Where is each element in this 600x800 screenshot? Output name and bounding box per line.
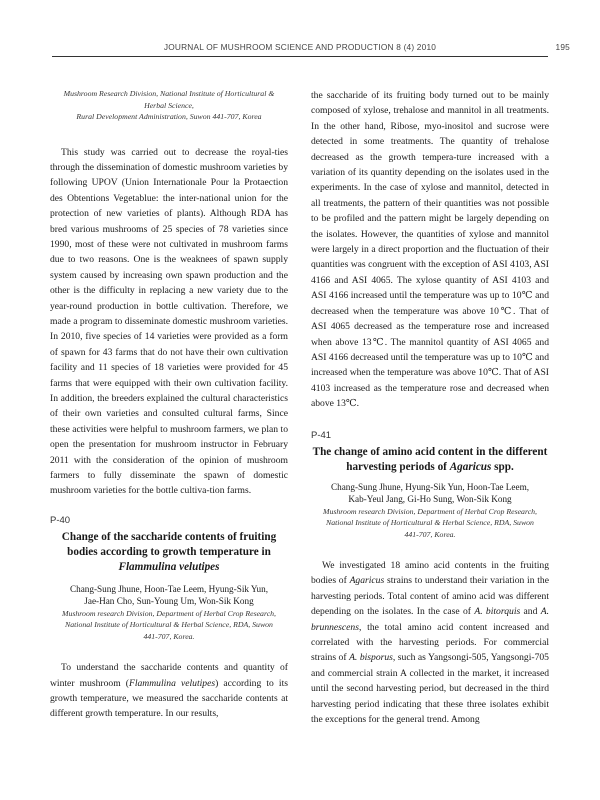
abstract-p40-continued: the saccharide of its fruiting body turned out to be mainly composed of xylose, trehalose and mannitol in all treatments. In the other hand, Ribose, myo-inositol and sucrose were detected in some treatments. The quantity of trehalose decreased as the growth tempera-ture increased with a variation of its quantity depending on the isolates used in the experiments. In the case of xylose and mannitol, detected in all treatments, the pattern of their quantities was not possible to be profiled and the pattern might be largely depending on the isolates. However, the quantities of xylose and mannitol were largely in a direct proportion and the fluctuation of their quantities was congruent with the exception of ASI 4103, ASI 4166 and ASI 4065. The xylose quantity of ASI 4103 and ASI 4166 increased until the temperature was up to 10℃ and decreased when the temperature was above 10℃. That of ASI 4065 decreased as the temperature rose and increased when above 13℃. The mannitol quantity of ASI 4065 and ASI 4166 decreased until the temperature was up to 10℃ and increased when the temperature was above 10℃. That of ASI 4103 increased as the temperature rose and decreased when above 13℃. bbox=[311, 90, 549, 410]
abstract-text: ) according to its growth temperature, we measured the saccharide contents at different growth temperature. In our results, bbox=[50, 677, 288, 720]
abstract-title-species: Flammulina velutipes bbox=[118, 560, 220, 573]
abstract-text: , such as Yangsongi-505, Yangsongi-705 and commercial strain A collected in the market, it increased until the second harvesting period, but decreased in the third harvesting period indicating that these three isolates exhibit the exceptions for the general trend. Among bbox=[311, 652, 549, 726]
author-line: Chang-Sung Jhune, Hoon-Tae Leem, Hyung-Sik Yun, bbox=[69, 583, 269, 594]
species-name: Flammulina velutipes bbox=[128, 677, 216, 689]
species-name: A. bitorquis bbox=[474, 606, 521, 618]
affiliation-line: Rural Development Administration, Suwon 441-707, Korea bbox=[76, 112, 262, 121]
abstract-title-suffix: spp. bbox=[494, 460, 514, 473]
species-name: A. bisporus bbox=[349, 652, 393, 664]
journal-title: JOURNAL OF MUSHROOM SCIENCE AND PRODUCTION 8 (4) 2010 bbox=[163, 42, 437, 52]
abstract-title bbox=[311, 445, 549, 475]
abstract-title-text: The change of amino acid content in the different harvesting periods of bbox=[312, 445, 548, 473]
abstract-title-species: Agaricus bbox=[449, 460, 492, 473]
abstract-text: We investigated 18 amino acid contents in the fruiting bodies of bbox=[311, 560, 549, 587]
abstract-text: and bbox=[520, 606, 541, 618]
affiliation-line: 441-707, Korea. bbox=[143, 631, 195, 641]
abstract-text: , the total amino acid content increased and correlated with the harvesting periods. For commercial strains of bbox=[311, 621, 549, 664]
author-line: Jae-Han Cho, Sun-Young Um, Won-Sik Kong bbox=[84, 596, 254, 607]
author-line: Chang-Sung Jhune, Hyung-Sik Yun, Hoon-Tae Leem, bbox=[330, 481, 530, 492]
abstract-body bbox=[311, 558, 549, 727]
abstract-body-start bbox=[50, 660, 288, 722]
page-number: 195 bbox=[555, 42, 570, 52]
affiliation-line: National Institute of Horticultural & Herbal Science, RDA, Suwon bbox=[65, 620, 273, 630]
abstract-title-text: Change of the saccharide contents of fruiting bodies according to growth temperature in bbox=[61, 531, 277, 559]
abstract-p40 bbox=[50, 513, 288, 722]
author-line: Kab-Yeul Jang, Gi-Ho Sung, Won-Sik Kong bbox=[348, 494, 512, 505]
affiliation-line: Mushroom research Division, Department of Herbal Crop Research, bbox=[322, 506, 538, 516]
previous-abstract-body: This study was carried out to decrease the royal-ties through the dissemination of domestic mushroom varieties by following UPOV (Union Internationale Pour la Protaection des Obtentions Vegetablue: the inter-national union for the protection of new varieties of plants). Although RDA has bred various mushrooms of 25 species of 78 varieties since 1990, most of these were not cultivated in mushroom farms due to two reasons. One is the weaknees of spawn supply system caused by increasing own spawn production and the other is the difficulty in replacing a new variety due to the year-round production in bottle cultivation. Therefore, we made a program to disseminate domestic mushroom varieties. In 2010, five species of 14 varieties were provided as a form of spawn for 43 farms that do not have their own cultivation facility and 11 species of 18 varieties were provided for 45 farms that were equipped with their own cultivation facility. In addition, the breeders explained the cultural characteristics of their own varieties and consulted cultural farms, Since these activities were helpful to mushroom farmers, we plan to open the presentation for mushroom instructor in February 2011 with the consideration of the opinion of mushroom farmers to fully disseminate the spawn of domestic mushroom varieties for the bottle cultiva-tion farms. bbox=[50, 146, 288, 497]
species-name: A. brunnescens bbox=[311, 606, 549, 633]
previous-abstract-affiliation bbox=[50, 88, 288, 123]
affiliation-line: Mushroom Research Division, National Institute of Horticultural & bbox=[63, 89, 275, 98]
abstract-id: P-41 bbox=[311, 429, 332, 441]
affiliation-line: 441-707, Korea. bbox=[404, 529, 456, 539]
species-name: Agaricus bbox=[349, 575, 385, 587]
abstract-affiliation bbox=[311, 506, 549, 541]
abstract-text: strains to understand their variation in the harvesting periods. Total content of amino acid was different depending on the isolates. In the case of bbox=[311, 575, 549, 618]
affiliation-line: Mushroom research Division, Department of Herbal Crop Research, bbox=[61, 608, 277, 618]
abstract-text: To understand the saccharide contents and quantity of winter mushroom ( bbox=[50, 662, 288, 689]
page-header bbox=[30, 42, 570, 56]
abstract-title bbox=[50, 530, 288, 574]
header-rule bbox=[52, 56, 548, 57]
right-column bbox=[311, 88, 549, 728]
abstract-affiliation bbox=[50, 608, 288, 643]
left-column bbox=[50, 88, 288, 722]
affiliation-line: National Institute of Horticultural & Herbal Science, RDA, Suwon bbox=[326, 518, 534, 528]
abstract-id: P-40 bbox=[50, 514, 71, 526]
affiliation-line: Herbal Science, bbox=[144, 100, 194, 110]
abstract-p41 bbox=[311, 428, 549, 728]
